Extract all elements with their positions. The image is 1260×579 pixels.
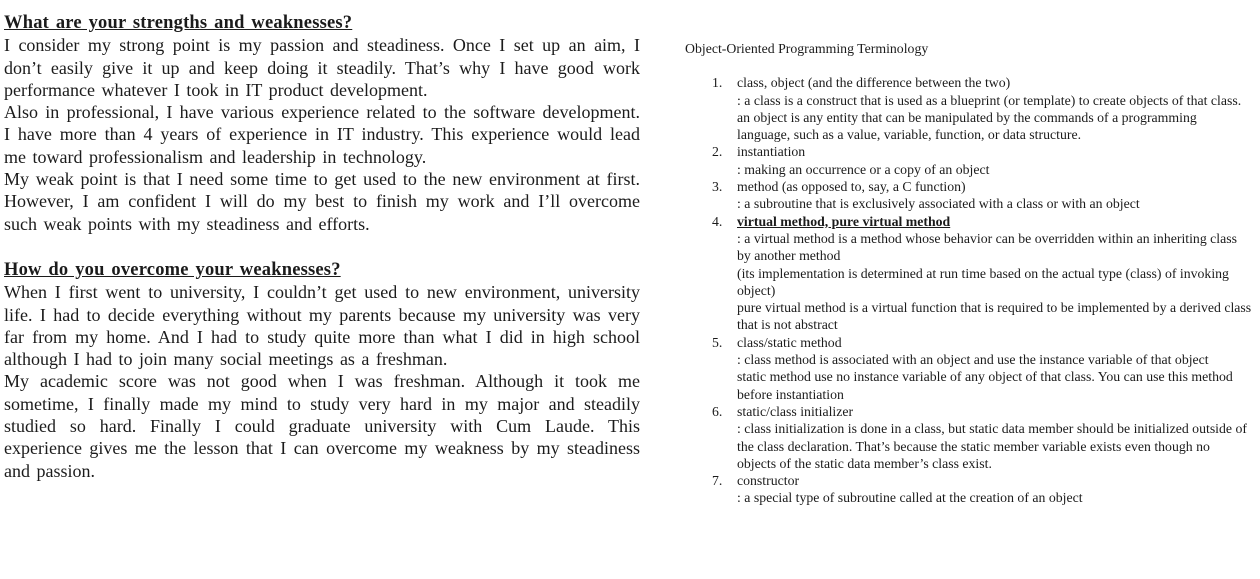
answer-paragraph: When I first went to university, I couldn’t get used to new environment, university life. I had to decide everything without my parents because my university was very far from my home. And I had to study quite more than what I did in high school although I had to join many social meetings as a freshman.	[4, 282, 640, 370]
term-definition-line: : a subroutine that is exclusively associated with a class or with an object	[737, 196, 1140, 212]
term-definition-line: : class initialization is done in a class, but static data member should be initialized outside of the class declaration. That’s because the static member variable exists even though no objects of the static data member’s class exist.	[737, 421, 1247, 471]
terminology-item	[685, 334, 1252, 403]
item-number: 2.	[712, 144, 723, 160]
item-number: 1.	[712, 75, 723, 91]
oop-terminology-column	[685, 40, 1252, 507]
question-heading: How do you overcome your weaknesses?	[4, 259, 341, 280]
question-heading: What are your strengths and weaknesses?	[4, 13, 353, 33]
term-definition-line: : class method is associated with an object and use the instance variable of that object	[737, 352, 1209, 368]
terminology-item	[685, 213, 1252, 334]
term-definition-line: (its implementation is determined at run time based on the actual type (class) of invoking object)	[737, 265, 1229, 298]
term-name: method (as opposed to, say, a C function)	[737, 179, 966, 195]
item-number: 3.	[712, 179, 723, 195]
term-definition-line: pure virtual method is a virtual function that is required to be implemented by a derived class that is not abstract	[737, 300, 1252, 333]
terminology-list	[685, 74, 1252, 506]
terminology-item	[685, 143, 1252, 178]
term-name: static/class initializer	[737, 403, 854, 419]
term-name: constructor	[737, 473, 800, 489]
interview-answers-column	[4, 12, 640, 482]
terminology-item	[685, 74, 1252, 143]
term-body	[737, 403, 1252, 472]
terminology-item	[685, 403, 1252, 472]
terminology-title: Object-Oriented Programming Terminology	[685, 41, 929, 56]
item-number: 4.	[712, 213, 723, 229]
term-definition-line: : a class is a construct that is used as a blueprint (or template) to create objects of that class.	[737, 92, 1242, 108]
terminology-item	[685, 472, 1252, 507]
term-name: virtual method, pure virtual method	[737, 213, 951, 229]
term-definition-line: static method use no instance variable of any object of that class. You can use this method before instantiation	[737, 369, 1233, 402]
term-name: class/static method	[737, 334, 842, 350]
term-definition-line: : a special type of subroutine called at the creation of an object	[737, 490, 1083, 506]
term-body	[737, 334, 1252, 403]
answer-paragraph: I consider my strong point is my passion and steadiness. Once I set up an aim, I don’t easily give it up and keep doing it steadily. That’s why I have good work performance whatever I took in IT product development.	[4, 35, 640, 100]
term-definition-line: an object is any entity that can be manipulated by the commands of a programming language, such as a value, variable, function, or data structure.	[737, 109, 1197, 143]
answer-paragraph: My academic score was not good when I was freshman. Although it took me sometime, I finally made my mind to study very hard in my major and steadily studied so hard. Finally I could graduate university with Cum Laude. This experience gives me the lesson that I can overcome my weakness by my steadiness and passion.	[4, 371, 640, 481]
item-number: 6.	[712, 403, 723, 419]
term-body	[737, 472, 1252, 507]
answer-paragraph: Also in professional, I have various experience related to the software development. I have more than 4 years of experience in IT industry. This experience would lead me toward professionalism and leadership in technology.	[4, 102, 640, 167]
term-body	[737, 74, 1252, 143]
item-number: 5.	[712, 334, 723, 350]
term-body	[737, 178, 1252, 213]
term-body	[737, 143, 1252, 178]
term-name: instantiation	[737, 144, 806, 160]
qa-section	[4, 12, 640, 235]
answer-paragraph: My weak point is that I need some time to get used to the new environment at first. However, I am confident I will do my best to finish my work and I’ll overcome such weak points with my steadiness and efforts.	[4, 169, 640, 234]
term-definition-line: : a virtual method is a method whose behavior can be overridden within an inheriting class by another method	[737, 230, 1238, 264]
terminology-item	[685, 178, 1252, 213]
term-name: class, object (and the difference between the two)	[737, 75, 1011, 91]
term-definition-line: : making an occurrence or a copy of an object	[737, 161, 990, 177]
item-number: 7.	[712, 473, 723, 489]
term-body	[737, 213, 1252, 334]
qa-section	[4, 259, 640, 482]
